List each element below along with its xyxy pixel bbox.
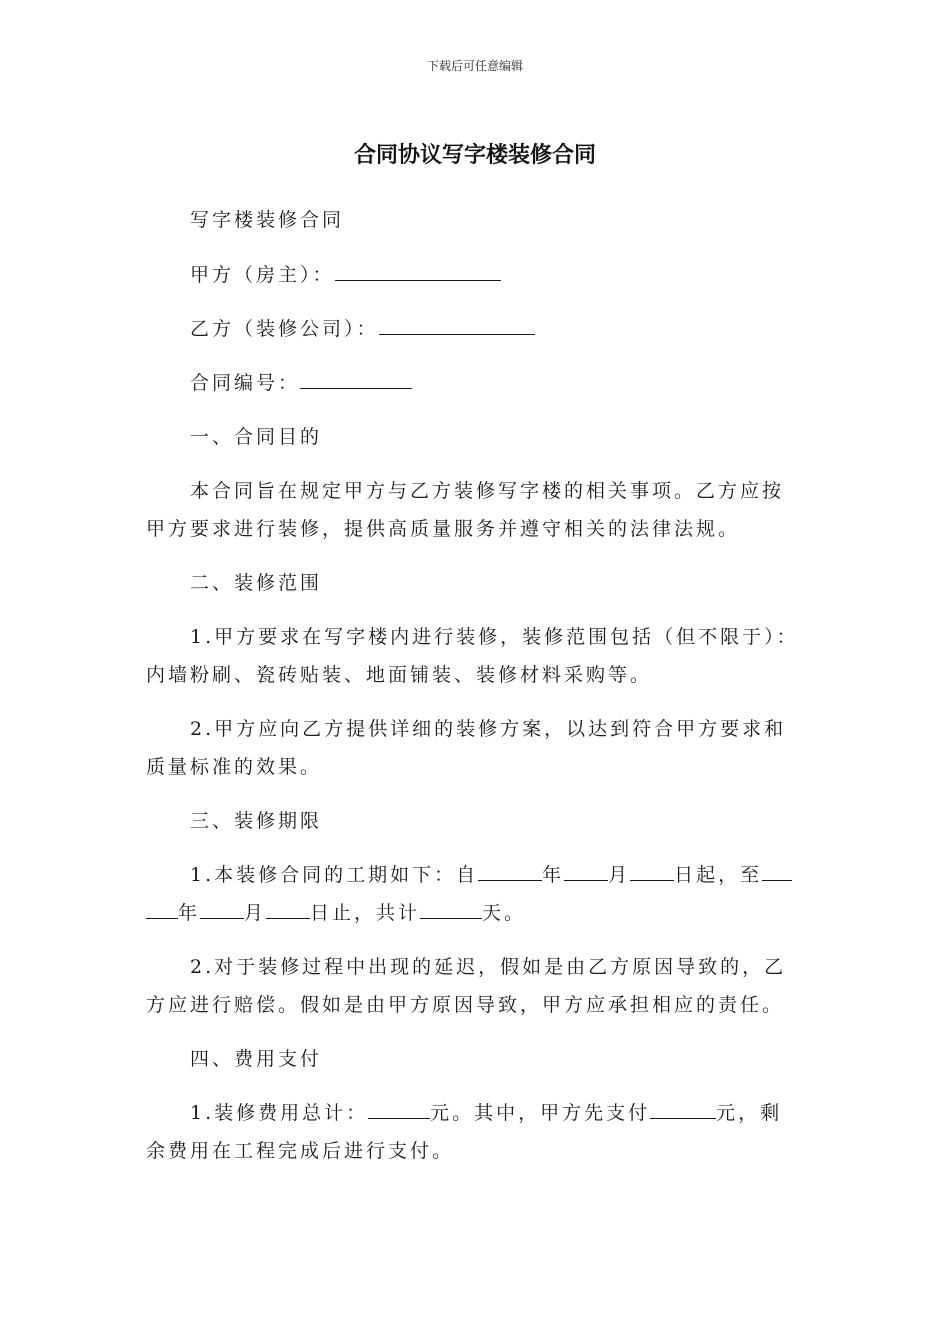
remaining-label: 元，剩 <box>716 1102 783 1124</box>
contract-number-line <box>190 368 412 398</box>
total-cost-label: 1.装修费用总计： <box>190 1102 369 1124</box>
total-days-blank[interactable] <box>420 900 482 919</box>
year-label: 年 <box>542 864 565 886</box>
section-2-heading: 二、装修范围 <box>190 572 323 594</box>
term-line-2 <box>146 898 526 928</box>
party-b-blank[interactable] <box>379 316 535 335</box>
party-a-label: 甲方（房主）： <box>190 264 335 286</box>
term-line-1 <box>190 860 792 890</box>
document-title: 合同协议写字楼装修合同 <box>353 143 596 168</box>
end-year-blank[interactable] <box>146 900 178 919</box>
contract-name: 写字楼装修合同 <box>190 209 345 231</box>
paragraph-line: 2.对于装修过程中出现的延迟，假如是由乙方原因导致的，乙 <box>190 956 787 978</box>
contract-number-blank[interactable] <box>300 370 412 389</box>
month-label: 月 <box>244 902 267 924</box>
total-cost-blank[interactable] <box>368 1100 430 1119</box>
section-1-heading: 一、合同目的 <box>190 426 323 448</box>
prepay-label: 元。其中，甲方先支付 <box>430 1102 651 1124</box>
party-b-line <box>190 314 535 344</box>
header-note: 下载后可任意编辑 <box>426 59 523 73</box>
paragraph-line: 方应进行赔偿。假如是由甲方原因导致，甲方应承担相应的责任。 <box>146 994 785 1016</box>
section-4-heading: 四、费用支付 <box>190 1048 323 1070</box>
end-day-blank[interactable] <box>266 900 310 919</box>
paragraph-line: 内墙粉刷、瓷砖贴装、地面铺装、装修材料采购等。 <box>146 664 653 686</box>
start-day-label: 日起，至 <box>674 864 763 886</box>
end-day-label: 日止，共计 <box>310 902 421 924</box>
days-label: 天。 <box>482 902 527 924</box>
payment-line <box>190 1098 782 1128</box>
paragraph-line: 1.甲方要求在写字楼内进行装修，装修范围包括（但不限于）： <box>190 626 799 648</box>
start-month-blank[interactable] <box>564 862 608 881</box>
section-3-heading: 三、装修期限 <box>190 810 323 832</box>
term-start-label: 1.本装修合同的工期如下：自 <box>190 864 479 886</box>
start-day-blank[interactable] <box>630 862 674 881</box>
year-label: 年 <box>178 902 201 924</box>
paragraph-line: 2.甲方应向乙方提供详细的装修方案，以达到符合甲方要求和 <box>190 718 787 740</box>
end-year-blank-part[interactable] <box>762 862 792 881</box>
month-label: 月 <box>608 864 631 886</box>
end-month-blank[interactable] <box>200 900 244 919</box>
start-year-blank[interactable] <box>478 862 542 881</box>
prepay-amount-blank[interactable] <box>650 1100 716 1119</box>
party-a-line <box>190 260 501 290</box>
paragraph-line: 本合同旨在规定甲方与乙方装修写字楼的相关事项。乙方应按 <box>190 480 785 502</box>
paragraph-line: 余费用在工程完成后进行支付。 <box>146 1140 455 1162</box>
party-a-blank[interactable] <box>335 262 501 281</box>
paragraph-line: 甲方要求进行装修，提供高质量服务并遵守相关的法律法规。 <box>146 518 741 540</box>
paragraph-line: 质量标准的效果。 <box>146 756 323 778</box>
party-b-label: 乙方（装修公司）： <box>190 318 379 340</box>
contract-number-label: 合同编号： <box>190 372 301 394</box>
